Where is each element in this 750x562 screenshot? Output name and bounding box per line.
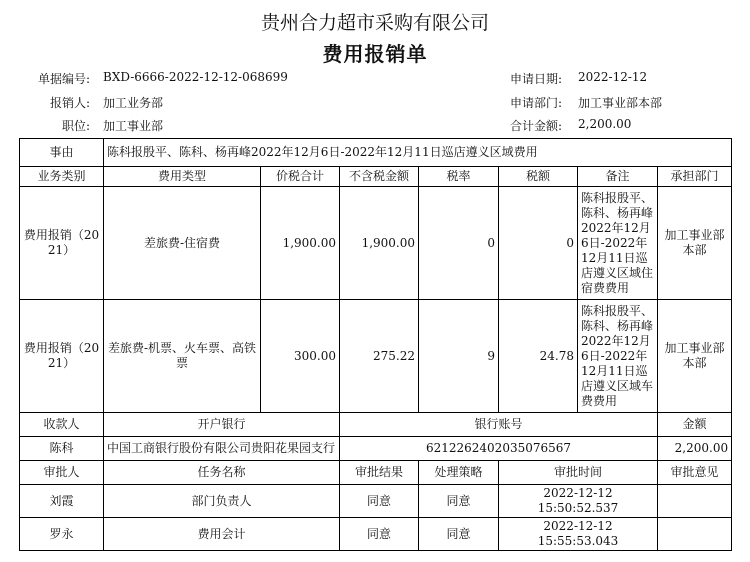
date-label: 申请日期:	[509, 72, 562, 86]
approval-approver: 罗永	[20, 518, 104, 551]
total-label: 合计金额:	[509, 119, 562, 133]
header-amount: 金额	[658, 413, 732, 437]
row-tax: 0	[499, 187, 578, 300]
header-approver: 审批人	[20, 461, 104, 485]
row-dept: 加工事业部本部	[658, 300, 732, 413]
header-time: 审批时间	[499, 461, 658, 485]
expense-header-row	[20, 167, 732, 187]
header-note: 备注	[578, 167, 658, 187]
date-value: 2022-12-12	[578, 70, 648, 84]
row-net: 275.22	[340, 300, 419, 413]
header-bank: 开户银行	[104, 413, 340, 437]
payee-row	[20, 437, 732, 461]
header-strategy: 处理策略	[419, 461, 499, 485]
payee-account: 6212262402035076567	[340, 437, 658, 461]
row-total: 1,900.00	[261, 187, 340, 300]
header-tax: 税额	[499, 167, 578, 187]
header-result: 审批结果	[340, 461, 419, 485]
payee-amount: 2,200.00	[658, 437, 732, 461]
reimbursement-table	[19, 138, 732, 551]
header-dept: 承担部门	[658, 167, 732, 187]
approval-task: 部门负责人	[104, 485, 340, 518]
dept-value: 加工事业部本部	[578, 96, 663, 110]
table-row	[20, 187, 732, 300]
row-dept: 加工事业部本部	[658, 187, 732, 300]
approval-opinion	[658, 518, 732, 551]
row-rate: 9	[419, 300, 499, 413]
header-opinion: 审批意见	[658, 461, 732, 485]
company-name: 贵州合力超市采购有限公司	[260, 12, 489, 34]
row-total: 300.00	[261, 300, 340, 413]
approval-result: 同意	[340, 518, 419, 551]
position-label: 职位:	[61, 119, 90, 133]
header-category: 业务类别	[20, 167, 104, 187]
row-type: 差旅费-机票、火车票、高铁票	[104, 300, 261, 413]
doc-no-label: 单据编号:	[37, 72, 90, 86]
header-net: 不含税金额	[340, 167, 419, 187]
header-total: 价税合计	[261, 167, 340, 187]
table-row	[20, 300, 732, 413]
applicant-value: 加工业务部	[103, 96, 164, 110]
row-note: 陈科报殷平、陈科、杨再峰2022年12月6日-2022年12月11日巡店遵义区域住宿费费用	[578, 187, 658, 300]
form-title: 费用报销单	[322, 42, 428, 66]
approval-approver: 刘霞	[20, 485, 104, 518]
reason-text: 陈科报殷平、陈科、杨再峰2022年12月6日-2022年12月11日巡店遵义区域费用	[104, 139, 732, 167]
header-payee: 收款人	[20, 413, 104, 437]
total-value: 2,200.00	[578, 117, 632, 131]
approval-result: 同意	[340, 485, 419, 518]
row-tax: 24.78	[499, 300, 578, 413]
position-value: 加工事业部	[103, 119, 164, 133]
applicant-label: 报销人:	[49, 96, 90, 110]
payee-name: 陈科	[20, 437, 104, 461]
approval-opinion	[658, 485, 732, 518]
header-rate: 税率	[419, 167, 499, 187]
approval-time: 2022-12-12 15:50:52.537	[499, 485, 658, 518]
row-type: 差旅费-住宿费	[104, 187, 261, 300]
header-type: 费用类型	[104, 167, 261, 187]
table-row	[20, 485, 732, 518]
approval-strategy: 同意	[419, 518, 499, 551]
payee-header-row	[20, 413, 732, 437]
row-net: 1,900.00	[340, 187, 419, 300]
approval-time: 2022-12-12 15:55:53.043	[499, 518, 658, 551]
row-rate: 0	[419, 187, 499, 300]
approval-header-row	[20, 461, 732, 485]
approval-strategy: 同意	[419, 485, 499, 518]
reason-row	[20, 139, 732, 167]
row-note: 陈科报殷平、陈科、杨再峰2022年12月6日-2022年12月11日巡店遵义区域车费费用	[578, 300, 658, 413]
header-task: 任务名称	[104, 461, 340, 485]
dept-label: 申请部门:	[509, 96, 562, 110]
approval-task: 费用会计	[104, 518, 340, 551]
row-category: 费用报销（2021）	[20, 300, 104, 413]
reason-label: 事由	[20, 139, 104, 167]
payee-bank: 中国工商银行股份有限公司贵阳花果园支行	[104, 437, 340, 461]
row-category: 费用报销（2021）	[20, 187, 104, 300]
table-row	[20, 518, 732, 551]
header-account: 银行账号	[340, 413, 658, 437]
doc-no-value: BXD-6666-2022-12-12-068699	[103, 70, 288, 84]
